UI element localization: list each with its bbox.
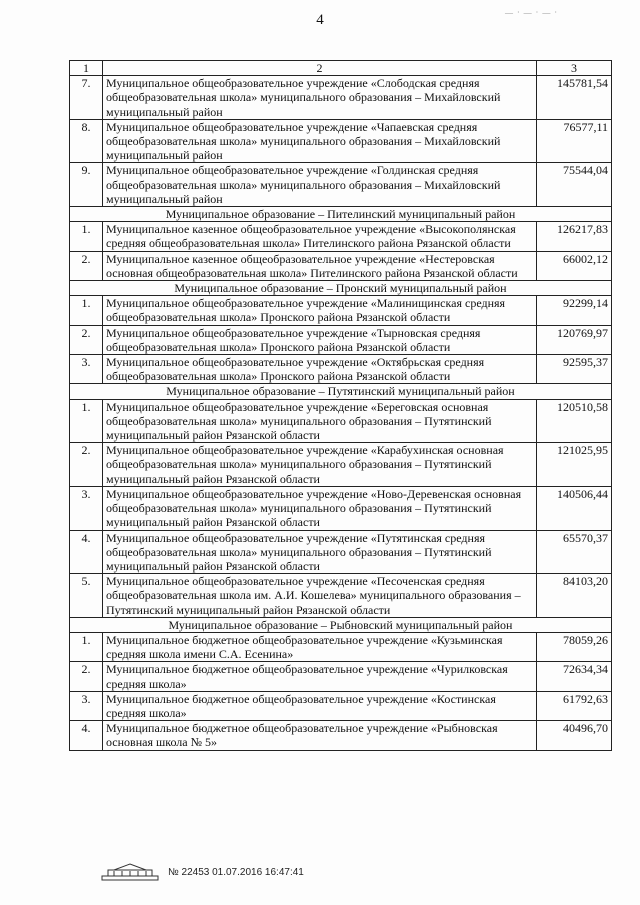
government-building-stamp-icon <box>100 862 160 882</box>
amount: 145781,54 <box>537 76 612 120</box>
institution-name: Муниципальное бюджетное общеобразовательное учреждение «Чурилковская средняя школа» <box>103 662 537 691</box>
amount: 92299,14 <box>537 296 612 325</box>
institution-name: Муниципальное казенное общеобразовательное учреждение «Высокополянская средняя общеобразовательная школа» Пителинского района Рязанской области <box>103 222 537 251</box>
row-number: 4. <box>70 721 103 750</box>
institution-name: Муниципальное общеобразовательное учреждение «Песоченская средняя общеобразовательная школа им. А.И. Кошелева» муниципального образования – Путятинский муниципальный район Рязанской области <box>103 574 537 618</box>
institution-name: Муниципальное общеобразовательное учреждение «Октябрьская средняя общеобразовательная школа» Пронского района Рязанской области <box>103 355 537 384</box>
institution-name: Муниципальное общеобразовательное учреждение «Голдинская средняя общеобразовательная школа» муниципального образования – Михайловский муниципальный район <box>103 163 537 207</box>
footer <box>100 862 304 882</box>
table-row <box>70 325 612 354</box>
table-row <box>70 296 612 325</box>
amount: 65570,37 <box>537 530 612 574</box>
institution-name: Муниципальное общеобразовательное учреждение «Малинищинская средняя общеобразовательная школа» Пронского района Рязанской области <box>103 296 537 325</box>
row-number: 1. <box>70 296 103 325</box>
amount: 84103,20 <box>537 574 612 618</box>
table-row <box>70 721 612 750</box>
institution-name: Муниципальное общеобразовательное учреждение «Тырновская средняя общеобразовательная школа» Пронского района Рязанской области <box>103 325 537 354</box>
amount: 120510,58 <box>537 399 612 443</box>
institution-name: Муниципальное общеобразовательное учреждение «Ново-Деревенская основная общеобразовательная школа» муниципального образования – Путятинский муниципальный район Рязанской области <box>103 486 537 530</box>
section-title: Муниципальное образование – Пителинский муниципальный район <box>70 207 612 222</box>
table-row <box>70 530 612 574</box>
row-number: 3. <box>70 355 103 384</box>
amount: 72634,34 <box>537 662 612 691</box>
table-row <box>70 486 612 530</box>
table-row <box>70 163 612 207</box>
row-number: 2. <box>70 443 103 487</box>
row-number: 1. <box>70 222 103 251</box>
row-number: 1. <box>70 399 103 443</box>
institution-name: Муниципальное общеобразовательное учреждение «Чапаевская средняя общеобразовательная школа» муниципального образования – Михайловский муниципальный район <box>103 119 537 163</box>
section-header-row <box>70 207 612 222</box>
page-number: 4 <box>316 12 324 28</box>
row-number: 9. <box>70 163 103 207</box>
table-row <box>70 399 612 443</box>
amount: 126217,83 <box>537 222 612 251</box>
section-title: Муниципальное образование – Пронский муниципальный район <box>70 281 612 296</box>
amount: 61792,63 <box>537 691 612 720</box>
table-row <box>70 119 612 163</box>
amount: 140506,44 <box>537 486 612 530</box>
header-col-1: 1 <box>70 61 103 76</box>
section-title: Муниципальное образование – Путятинский муниципальный район <box>70 384 612 399</box>
row-number: 3. <box>70 486 103 530</box>
table-row <box>70 662 612 691</box>
institution-name: Муниципальное бюджетное общеобразовательное учреждение «Рыбновская основная школа № 5» <box>103 721 537 750</box>
header-col-3: 3 <box>537 61 612 76</box>
table-row <box>70 691 612 720</box>
amount: 76577,11 <box>537 119 612 163</box>
table-row <box>70 222 612 251</box>
amount: 120769,97 <box>537 325 612 354</box>
header-col-2: 2 <box>103 61 537 76</box>
allocation-table <box>69 60 612 751</box>
row-number: 3. <box>70 691 103 720</box>
institution-name: Муниципальное общеобразовательное учреждение «Карабухинская основная общеобразовательная школа» муниципального образования – Путятинский муниципальный район Рязанской области <box>103 443 537 487</box>
amount: 66002,12 <box>537 251 612 280</box>
row-number: 2. <box>70 251 103 280</box>
row-number: 5. <box>70 574 103 618</box>
table-row <box>70 443 612 487</box>
section-header-row <box>70 617 612 632</box>
amount: 121025,95 <box>537 443 612 487</box>
amount: 92595,37 <box>537 355 612 384</box>
institution-name: Муниципальное казенное общеобразовательное учреждение «Нестеровская основная общеобразовательная школа» Пителинского района Рязанской области <box>103 251 537 280</box>
row-number: 2. <box>70 662 103 691</box>
row-number: 2. <box>70 325 103 354</box>
institution-name: Муниципальное бюджетное общеобразовательное учреждение «Кузьминская средняя школа имени С.А. Есенина» <box>103 632 537 661</box>
amount: 40496,70 <box>537 721 612 750</box>
row-number: 7. <box>70 76 103 120</box>
amount: 78059,26 <box>537 632 612 661</box>
amount: 75544,04 <box>537 163 612 207</box>
section-title: Муниципальное образование – Рыбновский муниципальный район <box>70 617 612 632</box>
section-header-row <box>70 384 612 399</box>
institution-name: Муниципальное общеобразовательное учреждение «Слободская средняя общеобразовательная школа» муниципального образования – Михайловский муниципальный район <box>103 76 537 120</box>
corner-marks: — · — · — · <box>505 8 558 17</box>
institution-name: Муниципальное общеобразовательное учреждение «Береговская основная общеобразовательная школа» муниципального образования – Путятинский муниципальный район Рязанской области <box>103 399 537 443</box>
table-header-row <box>70 61 612 76</box>
row-number: 1. <box>70 632 103 661</box>
document-registration-id: № 22453 01.07.2016 16:47:41 <box>168 866 304 878</box>
table-row <box>70 574 612 618</box>
table-row <box>70 355 612 384</box>
section-header-row <box>70 281 612 296</box>
table-row <box>70 632 612 661</box>
row-number: 8. <box>70 119 103 163</box>
table-row <box>70 76 612 120</box>
institution-name: Муниципальное общеобразовательное учреждение «Путятинская средняя общеобразовательная школа» муниципального образования – Путятинский муниципальный район Рязанской области <box>103 530 537 574</box>
row-number: 4. <box>70 530 103 574</box>
table-row <box>70 251 612 280</box>
institution-name: Муниципальное бюджетное общеобразовательное учреждение «Костинская средняя школа» <box>103 691 537 720</box>
